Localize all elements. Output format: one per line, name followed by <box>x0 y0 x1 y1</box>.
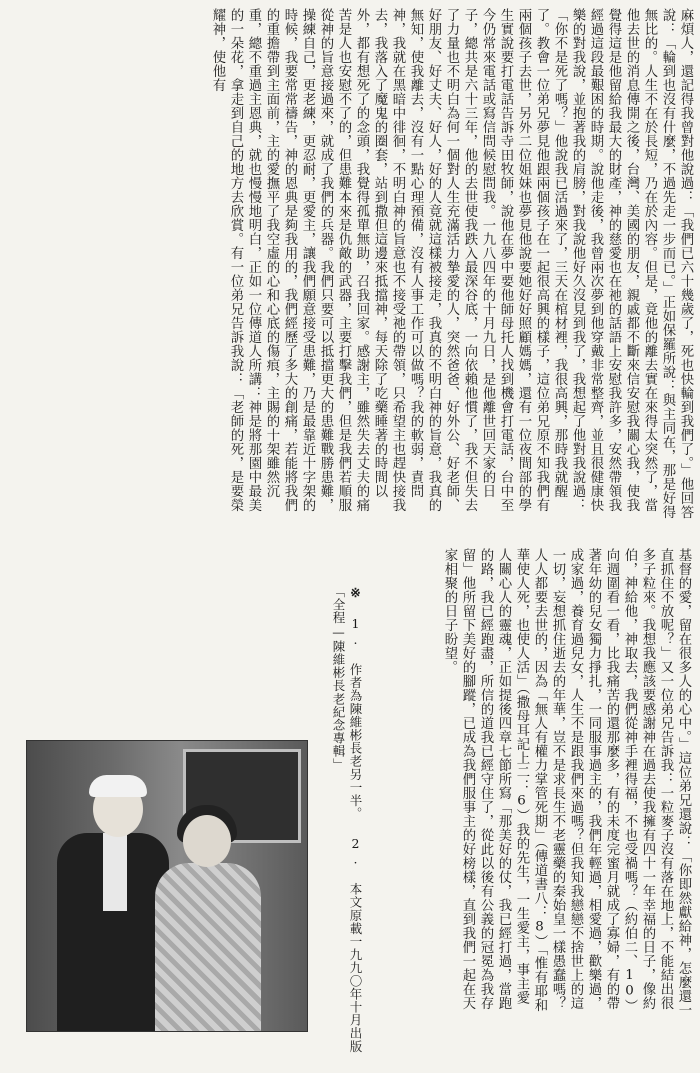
note-mark: ※ <box>348 585 363 601</box>
photo-woman-dress <box>155 863 261 1032</box>
photo-woman-face <box>183 815 231 867</box>
couple-photo <box>26 740 308 1032</box>
footnote-2: 2. 本文原載一九九〇年十月出版「全程—陳維彬長老紀念專輯」 <box>331 585 363 1053</box>
article-body-lower: 基督的愛，留在很多人的心中。」這位弟兄還說：「你即然獻給神，怎麼還一直抓住不放呢？」又一位弟兄告訴我：一粒麥子沒有落在地上，不能結出很多子粒來。我想我應該要感謝神在過去使我擁有四十一年幸福的日子，像約伯，神給他，神取去，我們從神手裡得福，不也受禍嗎？（約伯二、10）向週圍看一看，比我痛苦的還那麼多，有的未度完蜜月就成了寡婦，有的帶著年幼的兒女獨力掙扎，一同服事過主的，我們年輕過，相愛過，歡樂過，成家過，養育過兒女，人生不是跟我們來過嗎？但我知我戀戀不捨世上的這一切，妄想抓住逝去的年華，豈不是求長生不老靈藥的秦始皇一樣愚蠢嗎？人人都要去世的，因為「無人有權力掌管死期」（傳道書八：8）「惟有耶和華使人死，也使人活」（撒母耳記上二：6）我的先生，一生愛主，事主愛人關心人的靈魂，正如提後四章七節所寫「那美好的仗，我已經打過，當跑的路，我已經跑盡，所信的道我已經守住了，從此以後有公義的冠冕為我存留」他所留下美好的腳蹤，已成為我們服事主的好榜樣，直到我們一起在天家相聚的日子盼望。 <box>442 548 691 1018</box>
photo-man-shirt <box>103 833 127 911</box>
article-body-upper: 麻煩人，還記得我曾對他說過：「我們已六十幾歲了，死也快輪到我們了。」他回答說：「輪到也沒有什麼，不過先走一步而已。」正如保羅所說：與主同在，那是好得無比的。人生不在於長短，乃在於內容。但是，竟他的離去實在來得太突然了，當他去世的消息傳開之後，台灣、美國的朋友，親戚都不斷來信安慰我關心我，使我覺得這是他留給我最大的財產，神的慈愛也在祂的話語上安慰我許多，安然帶領我經過這段最艱困的時期。說他走後，我曾兩次夢到他穿戴非常整齊，並且很健康快樂的對我說，並抱著我的肩膀，對我說他好久沒見到我了，我想起了他對我說過：「你不是死了嗎？」他說我已活過來了，三天在棺材裡，我很高興，那時我就醒了。教會一位弟兄夢見他跟兩個孩子在一起很高興的樣子，這位弟兄原不知我們有兩個孩子去世，另外二位姐妹也夢見他說要她好好照顧媽媽，還有一位夜間部的學生實說要打電話告訴寺田牧師，說他在夢中要他師母托人找到機會打電話，台中至今仍常來電話或寫信問候慰問我。一九八四年的十月九日，是他離世回天家的日子，總共是六十三年，他的去世使我跌入最深谷底，一向依賴他慣了，我不但失去了力量也不明白為何一個對人生充滿活力摯愛的人，突然爸爸、好外公、好老師、好朋友、好丈夫、好人，好的人竟就這樣被接走，我真的不明白神的旨意，我真的無知，使我離去，沒有一點心理預備，沒有人事工作可以做嗎？我的軟弱，責問神，我就在黑暗中徘徊，不明白神的旨意也不接受祂的帶領，只希望主也趕快接我去，我落入了魔鬼的圈套，站到撒但這邊來抵擋神，每天除了吃藥睡著的時間以外，都有想死了的念頭，我覺得孤單無助，召我回家。感謝主，雖然失去丈夫的痛苦是人也安慰不了的，但患難本來是仇敵的武器，主要打擊我們，但是我們若順服從神的旨意接過來，就成了我們的兵器。我們只要可以抵擋更大的患難戰勝患難，操練自己，更老練，更忍耐，更愛主，讓我們願意接受患難，乃是最靠近十字架的時候，我要常常禱告，神的恩典是夠我用的，我們經歷了多大的創痛，若能將我們的重擔帶到主面前，主的愛撫平了我空虛的心和心底的傷痕，主賜的十架雖然沉重，總不重過主恩典，就也慢慢地明白，正如一位傳道人所講：神是將那園中最美的一朵花，拿走到自己的地方去欣賞。有一位弟兄告訴我說：「老師的死，是要榮耀神，使他有 <box>210 8 693 520</box>
footnote-1: 1. 作者為陳維彬長老另一半。 <box>348 616 363 821</box>
photo-man-hair <box>89 775 147 797</box>
